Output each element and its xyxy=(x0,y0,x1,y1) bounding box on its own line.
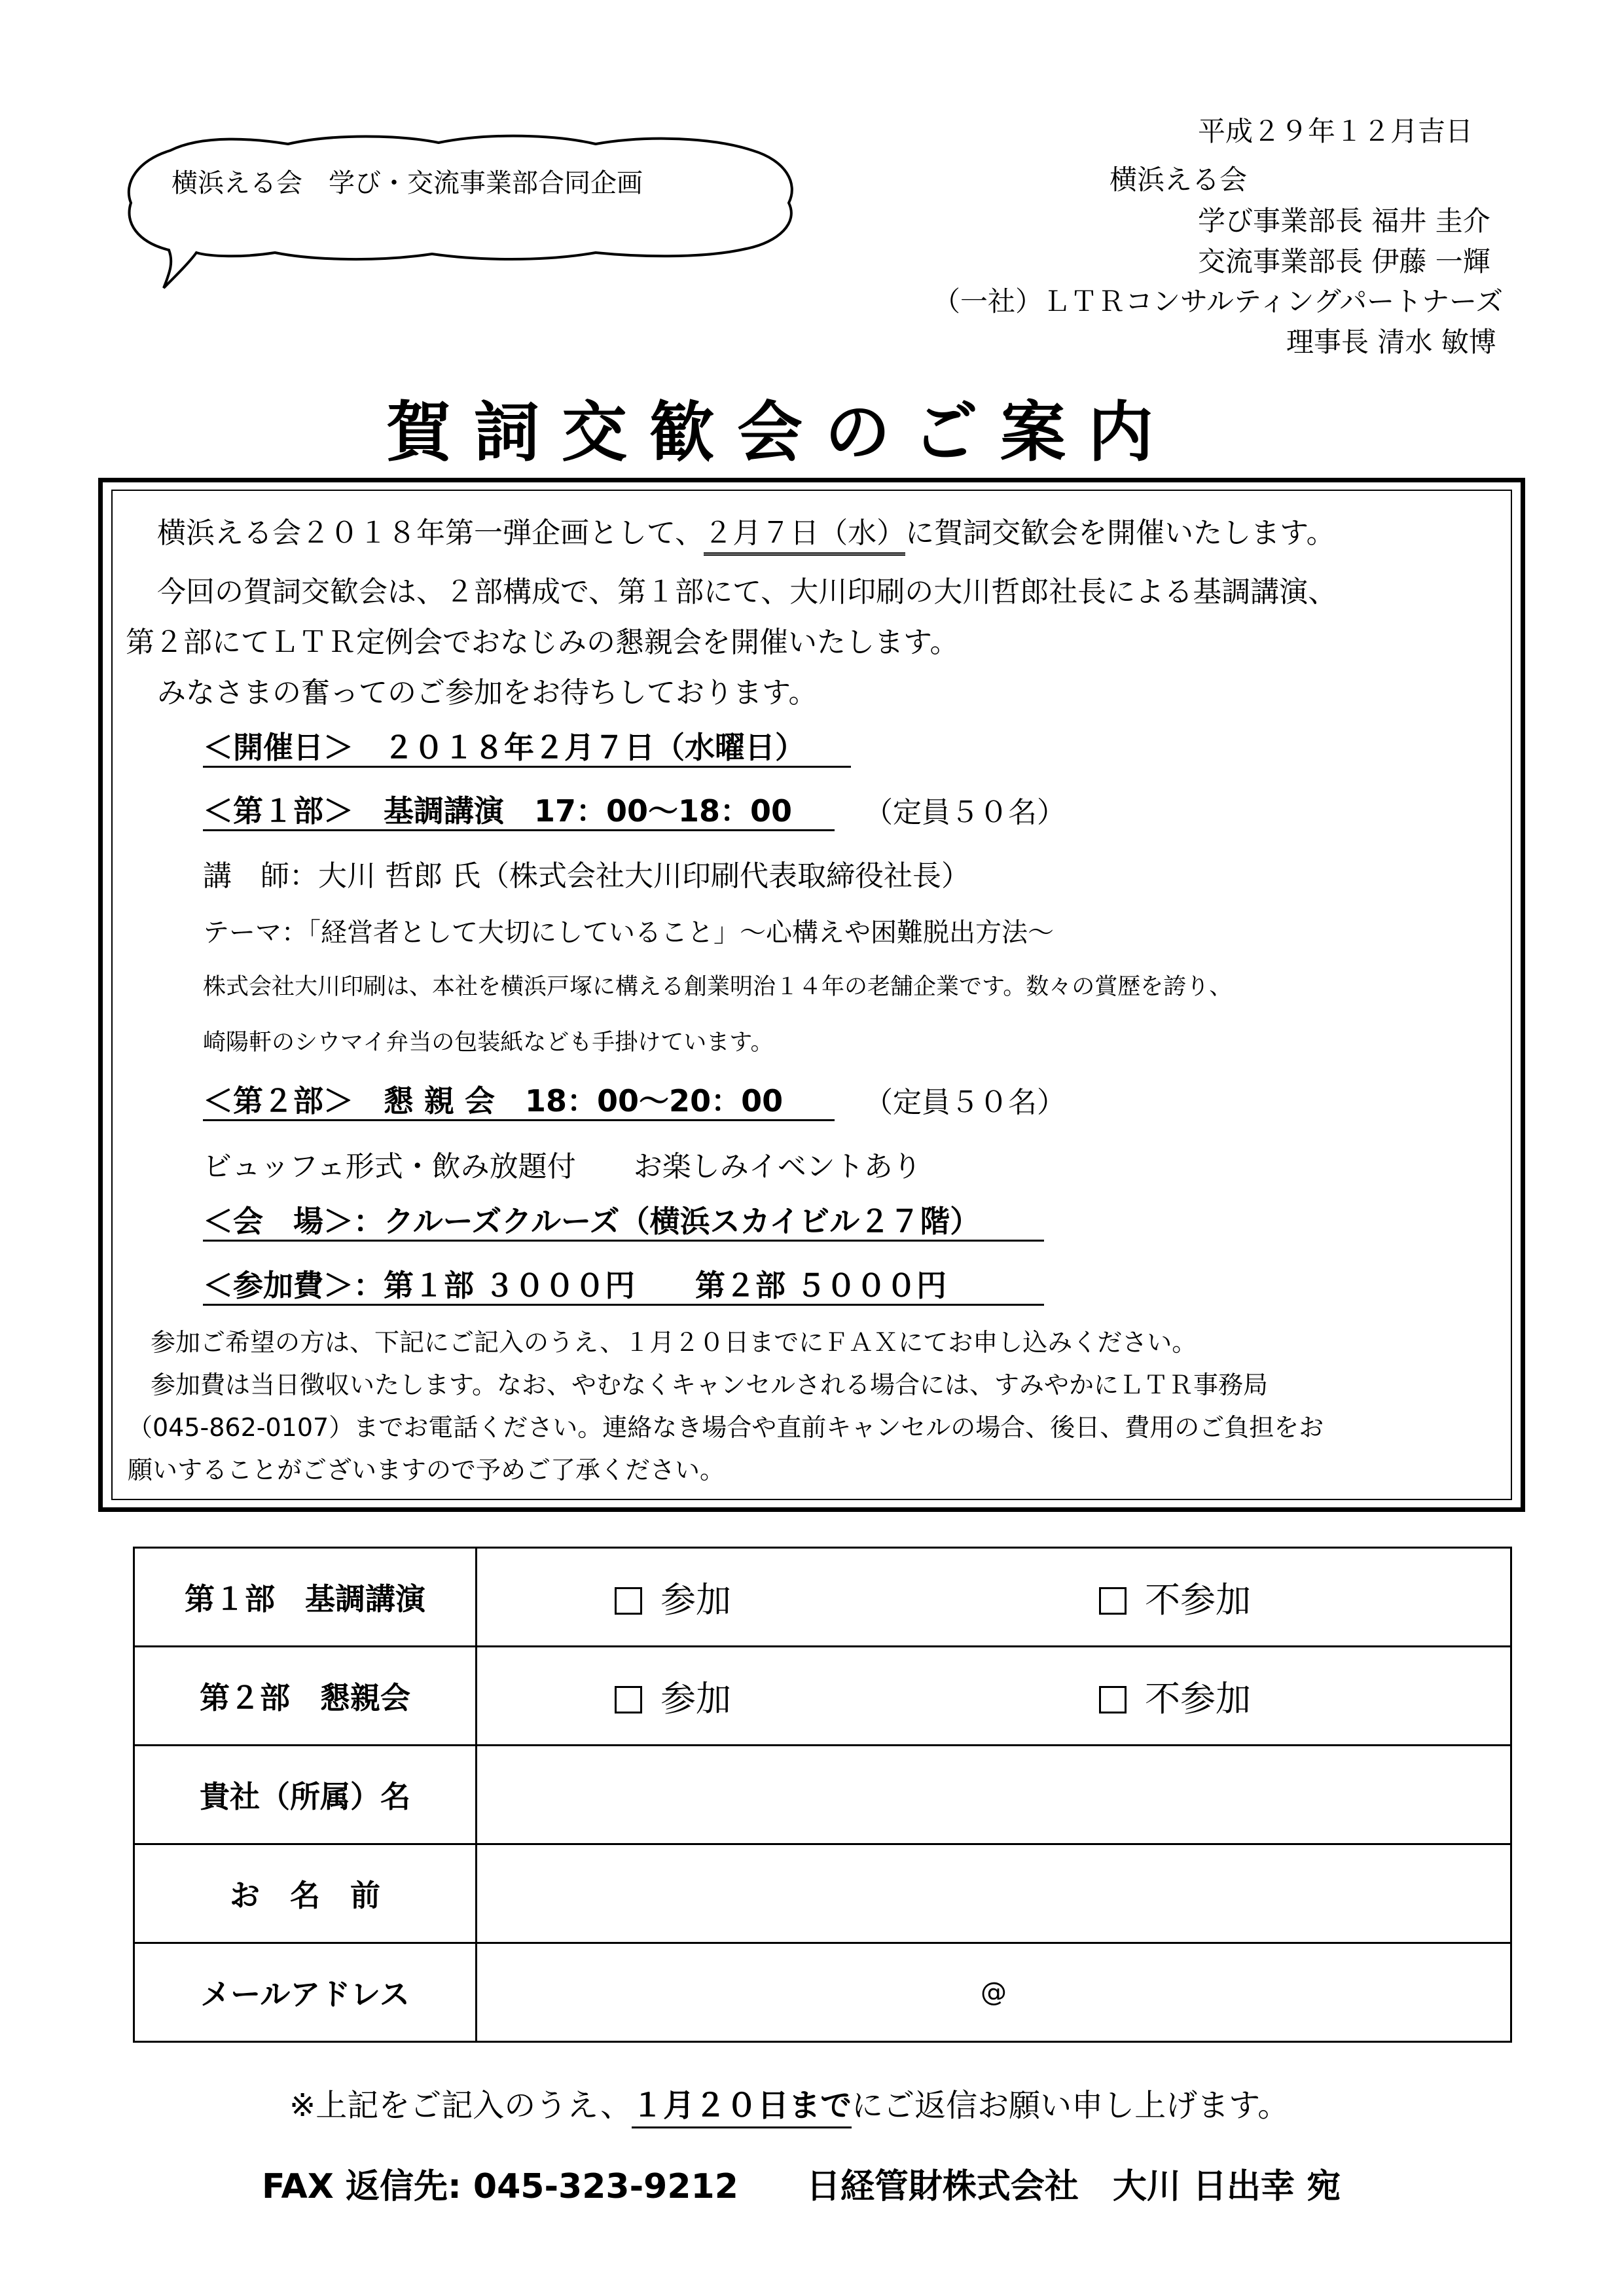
intro-line-1 xyxy=(157,509,1335,551)
part1-not-attend-checkbox[interactable] xyxy=(1099,1587,1127,1615)
organizer-2: （一社）ＬＴＲコンサルティングパートナーズ xyxy=(933,285,1504,317)
form-label-company: 貴社（所属）名 xyxy=(134,1746,477,1844)
signer-3: 理事長 清水 敏博 xyxy=(1286,326,1496,358)
reply-note-a: ※上記をご記入のうえ、 xyxy=(289,2087,632,2124)
part1-not-attend-label: 不参加 xyxy=(1145,1579,1251,1621)
fax-return-line: FAX 返信先: 045-323-9212 日経管財株式会社 大川 日出幸 宛 xyxy=(262,2167,1341,2206)
part1-attend-checkbox[interactable] xyxy=(615,1587,642,1615)
part2-heading: ＜第２部＞ 懇 親 会 18：00～20：00 xyxy=(203,1083,784,1119)
organizer-name: 横浜える会 xyxy=(1110,164,1248,196)
name-input-cell[interactable] xyxy=(477,1844,1511,1943)
part1-heading: ＜第１部＞ 基調講演 17：00～18：00 xyxy=(203,793,793,829)
part2-attend-option[interactable] xyxy=(477,1671,1099,1721)
note-4: 願いすることがございますので予めご了承ください。 xyxy=(128,1456,725,1484)
part2-not-attend-option[interactable] xyxy=(1099,1671,1251,1721)
event-date-underline xyxy=(203,766,851,768)
fee-underline xyxy=(203,1304,1044,1306)
reply-note-c: にご返信お願い申し上げます。 xyxy=(852,2087,1290,2124)
form-options-part1 xyxy=(477,1548,1511,1647)
part1-attend-option[interactable] xyxy=(477,1572,1099,1623)
part2-not-attend-label: 不参加 xyxy=(1145,1677,1251,1719)
part1-capacity: （定員５０名） xyxy=(864,796,1066,829)
signer-2: 交流事業部長 伊藤 一輝 xyxy=(1198,245,1490,278)
form-label-name: お 名 前 xyxy=(134,1844,477,1943)
reply-form-table xyxy=(133,1547,1512,2043)
intro-line-4: みなさまの奮ってのご参加をお待ちしております。 xyxy=(157,676,818,709)
form-row-company xyxy=(134,1746,1511,1844)
fee: ＜参加費＞：第１部 ３０００円 第２部 ５０００円 xyxy=(203,1268,947,1303)
cloud-label: 横浜える会 学び・交流事業部合同企画 xyxy=(171,168,643,198)
part2-attend-checkbox[interactable] xyxy=(615,1686,642,1713)
event-date-line: ＜開催日＞ ２０１８年２月７日（水曜日） xyxy=(203,730,805,765)
reply-deadline-note xyxy=(289,2080,1289,2125)
note-1: 参加ご希望の方は、下記にご記入のうえ、１月２０日までにＦＡＸにてお申し込みください。 xyxy=(151,1328,1197,1357)
form-row-name xyxy=(134,1844,1511,1943)
part2-capacity: （定員５０名） xyxy=(864,1086,1066,1119)
page-title: 賀詞交歓会のご案内 xyxy=(386,394,1176,471)
company-desc-1: 株式会社大川印刷は、本社を横浜戸塚に構える創業明治１４年の老舗企業です。数々の賞歴を誇り、 xyxy=(203,974,1233,1000)
lecture-theme: テーマ：「経営者として大切にしていること」～心構えや困難脱出方法～ xyxy=(203,918,1054,948)
cloud-badge-shape xyxy=(124,131,805,295)
venue-underline xyxy=(203,1240,1044,1242)
form-row-part2 xyxy=(134,1647,1511,1746)
intro-event-date: ２月７日（水） xyxy=(704,516,905,556)
form-label-part2: 第２部 懇親会 xyxy=(134,1647,477,1746)
lecturer: 講 師：大川 哲郎 氏（株式会社大川印刷代表取締役社長） xyxy=(203,859,970,893)
company-desc-2: 崎陽軒のシウマイ弁当の包装紙なども手掛けています。 xyxy=(203,1030,774,1056)
part2-attend-label: 参加 xyxy=(660,1677,731,1719)
issue-date: 平成２９年１２月吉日 xyxy=(1198,115,1473,147)
note-3: （045-862-0107）までお電話ください。連絡なき場合や直前キャンセルの場合、後日、費用のご負担をお xyxy=(128,1413,1324,1442)
intro-line-1-a: 横浜える会２０１８年第一弾企画として、 xyxy=(157,516,704,550)
part2-not-attend-checkbox[interactable] xyxy=(1099,1686,1127,1713)
email-at-sign: @ xyxy=(981,1977,1007,2007)
company-input-cell[interactable] xyxy=(477,1746,1511,1844)
part1-underline xyxy=(203,829,835,831)
form-label-email: メールアドレス xyxy=(134,1943,477,2042)
form-row-email xyxy=(134,1943,1511,2042)
venue: ＜会 場＞：クルーズクルーズ（横浜スカイビル２７階） xyxy=(203,1204,981,1239)
form-row-part1 xyxy=(134,1548,1511,1647)
part2-detail: ビュッフェ形式・飲み放題付 お楽しみイベントあり xyxy=(203,1150,922,1183)
part2-underline xyxy=(203,1119,835,1121)
intro-line-3: 第２部にてＬＴＲ定例会でおなじみの懇親会を開催いたします。 xyxy=(126,626,959,659)
signer-1: 学び事業部長 福井 圭介 xyxy=(1198,205,1490,237)
form-options-part2 xyxy=(477,1647,1511,1746)
note-2: 参加費は当日徴収いたします。なお、やむなくキャンセルされる場合には、すみやかにＬＴＲ事務局 xyxy=(151,1371,1268,1399)
intro-line-1-c: に賀詞交歓会を開催いたします。 xyxy=(905,516,1335,550)
part1-attend-label: 参加 xyxy=(660,1579,731,1621)
reply-deadline: １月２０日まで xyxy=(632,2087,852,2128)
intro-line-2: 今回の賀詞交歓会は、２部構成で、第１部にて、大川印刷の大川哲郎社長による基調講演、 xyxy=(157,575,1337,609)
email-input-cell[interactable] xyxy=(477,1943,1511,2042)
form-label-part1: 第１部 基調講演 xyxy=(134,1548,477,1647)
part1-not-attend-option[interactable] xyxy=(1099,1572,1251,1623)
